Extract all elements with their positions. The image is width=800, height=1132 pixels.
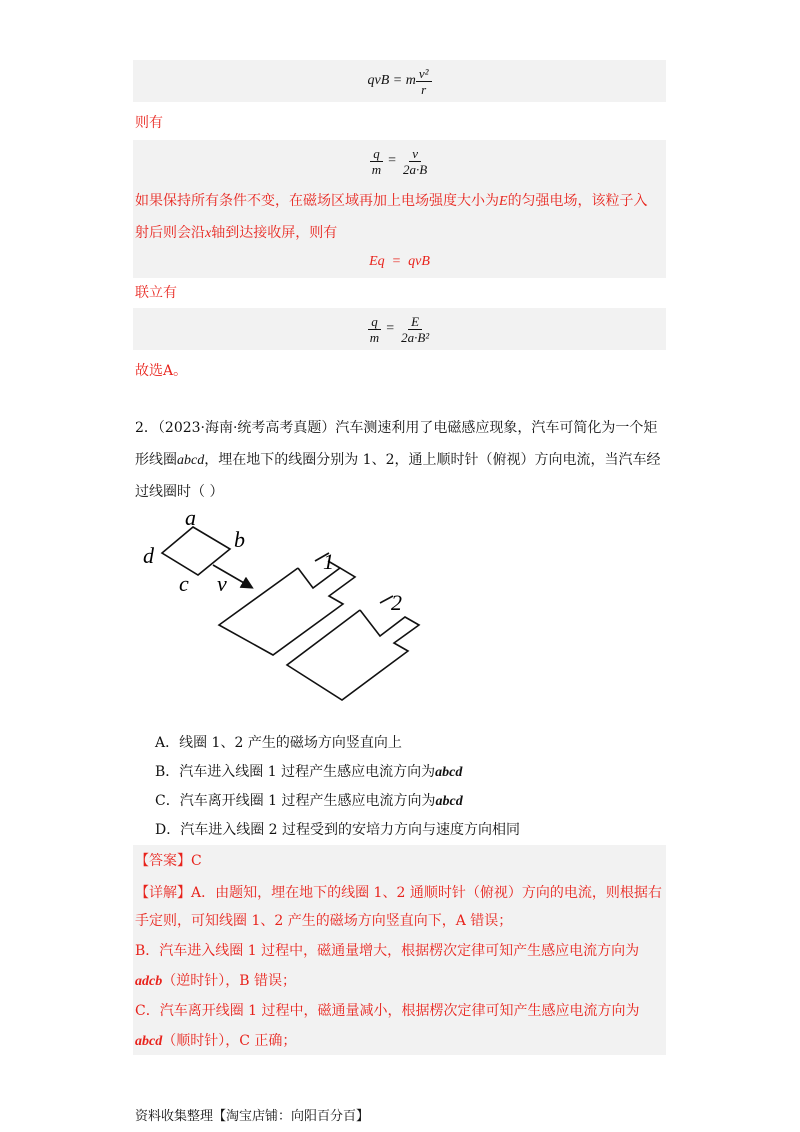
car-loop	[162, 527, 230, 575]
detail-line-4: adcb（逆时针），B 错误；	[135, 973, 296, 989]
eq1-fraction: $\frac{\text{v²}}{r}$	[416, 66, 432, 97]
then-have: 则有	[135, 115, 163, 131]
detail-line-2: 手定则，可知线圈 1、2 产生的磁场方向竖直向下，A 错误；	[135, 913, 513, 929]
label-coil-1: 1	[323, 549, 334, 574]
option-c: C．汽车离开线圈 1 过程产生感应电流方向为abcd	[155, 793, 463, 809]
option-a: A．线圈 1、2 产生的磁场方向竖直向上	[155, 735, 402, 751]
option-b: B．汽车进入线圈 1 过程产生感应电流方向为abcd	[155, 764, 463, 780]
equation-qvb	[133, 60, 666, 102]
detail-line-6: abcd（顺时针），C 正确；	[135, 1033, 297, 1049]
equation-q-over-m-2: $\frac{q}{m}$ = $\frac{E}{\text{2a·B²}}$	[369, 313, 430, 345]
question-2-line-1: 2．（2023·海南·统考高考真题）汽车测速利用了电磁感应现象，汽车可简化为一个矩	[135, 420, 658, 436]
page-footer: 资料收集整理【淘宝店铺：向阳百分百】	[135, 1109, 370, 1124]
label-c: c	[179, 571, 189, 596]
question-2-line-3: 过线圈时（ ）	[135, 484, 224, 500]
paragraph-line-2: 射后则会沿x轴到达接收屏，则有	[135, 225, 338, 241]
paragraph-line-1: 如果保持所有条件不变，在磁场区域再加上电场强度大小为E的匀强电场，该粒子入	[135, 193, 648, 209]
label-a: a	[185, 505, 196, 530]
coil-figure	[135, 505, 425, 710]
answer-label: 【答案】C	[135, 853, 202, 869]
option-d: D．汽车进入线圈 2 过程受到的安培力方向与速度方向相同	[155, 822, 521, 838]
label-v: v	[217, 571, 227, 596]
choose-answer: 故选A。	[135, 363, 188, 379]
detail-line-1: 【详解】A．由题知，埋在地下的线圈 1、2 通顺时针（俯视）方向的电流，则根据右	[135, 885, 662, 901]
equation-eq-qvb: Eq = qvB	[369, 254, 430, 269]
coil-2	[287, 610, 419, 700]
label-b: b	[234, 527, 245, 552]
label-coil-2: 2	[391, 590, 402, 615]
eq1-lhs: qvB = m	[367, 73, 416, 88]
detail-line-3: B．汽车进入线圈 1 过程中，磁通量增大，根据楞次定律可知产生感应电流方向为	[135, 943, 640, 959]
detail-line-5: C．汽车离开线圈 1 过程中，磁通量减小，根据楞次定律可知产生感应电流方向为	[135, 1003, 640, 1019]
combine-text: 联立有	[135, 285, 177, 301]
label-d: d	[143, 543, 154, 568]
question-2-line-2: 形线圈abcd，埋在地下的线圈分别为 1、2，通上顺时针（俯视）方向电流，当汽车经	[135, 452, 661, 468]
equation-q-over-m-1: $\frac{q}{m}$ = $\frac{v}{2a\cdot B}$	[371, 145, 428, 177]
